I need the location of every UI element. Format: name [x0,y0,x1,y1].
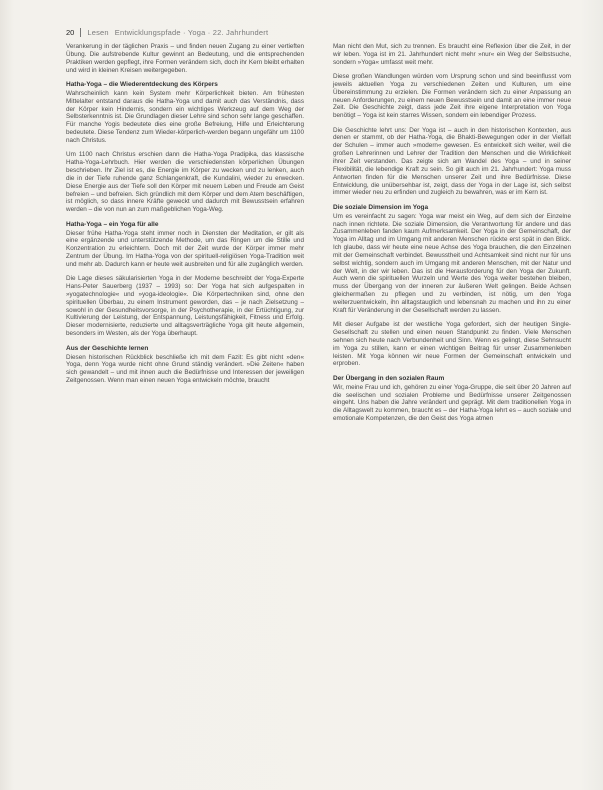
body-paragraph: Die Geschichte lehrt uns: Der Yoga ist – auch in den historischen Kontexten, aus denen er stammt, ob der Hatha-Yoga, die Bhakti-Bewegungen oder in der Vielfalt der Schulen – immer auch »modern« gewesen. Es entwickelt sich weiter, weil die großen Lehrerinnen und Lehrer der Tradition den Menschen und die Wirklichkeit ihrer Zeit verstanden. Das zeigte sich am Wandel des Yoga – und in seiner Flexibilität, die lebendige Kraft zu sein. So gilt auch im 21. Jahrhundert: Yoga muss Antworten finden für die Menschen unserer Zeit und ihre Bedürfnisse. Diese Entwicklung, die unübersehbar ist, zeigt, dass der Yoga in der Lage ist, sich selbst immer wieder neu zu erfinden und zugleich zu bewahren, was er im Kern ist. [333,126,571,197]
page-number: 20 [66,27,75,37]
body-paragraph: Um 1100 nach Christus erschien dann die Hatha-Yoga Pradipika, das klassische Hatha-Yoga-Lehrbuch. Hier werden die verschiedensten körperlichen Übungen beschrieben. Ihr Ziel ist es, die Energie im Körper zu wecken und zu lenken, auch die in der Tiefe ruhende ganz Schlangenkraft, die Kundalini, wieder zu erwecken. Diese Energie aus der Tiefe soll den Körper mit neuem Leben und Freude am Geist befreien – und befreien. Sich gründlich mit dem Körper und dem Atem beschäftigen, ist möglich, so dass innere Kräfte geweckt und dadurch mit Bewusstsein erfahren werden – die von nun an zum maßgeblichen Yoga-Weg. [66,151,304,214]
body-paragraph: Dieser frühe Hatha-Yoga steht immer noch in Diensten der Meditation, er gilt als eine ergänzende und unterstützende Methode, um das Ringen um die Stille und Konzentration zu erleichtern. Doch mit der Zeit wurde der Körper immer mehr Zentrum der Übung. Im Hatha-Yoga von der spirituell-religiösen Yoga-Tradition weit und mehr ab. Dadurch kann er heute weit ausbreiten und für alle zugänglich werden. [66,229,304,268]
body-paragraph: Diese großen Wandlungen würden vom Ursprung schon und sind beeinflusst vom jeweils aktuellen Yoga zu verschiedenen Zeiten und Kulturen, um eine Übereinstimmung zu erzielen. Die Formen verändern sich zu einer Anpassung an neuen Anforderungen, zu einem neuen Bewusstsein und damit an eine immer neue Zeit. Die Geschichte zeigt, dass jede Zeit ihre eigene Interpretation von Yoga benötigt – Yoga ist kein starres Wissen, sondern ein lebendiger Prozess. [333,73,571,120]
running-header [66,26,268,38]
body-paragraph: Um es vereinfacht zu sagen: Yoga war meist ein Weg, auf dem sich der Einzelne nach innen richtete. Die soziale Dimension, die Verantwortung für andere und das Zusammenleben fanden kaum Aufmerksamkeit. Der Yoga in der Gemeinschaft, der Yoga im Alltag und im Umgang mit anderen Menschen rückte erst spät in den Blick. Ich glaube, dass wir heute eine neue Achse des Yoga brauchen, die den Einzelnen mit der Gemeinschaft verbindet. Bewusstheit und Achtsamkeit sind nicht nur für uns selbst wichtig, sondern auch im Umgang mit anderen Menschen, mit der Natur und der Welt, in der wir leben. Das ist die Herausforderung für den Yoga der Zukunft. Auch wenn die spirituellen Wurzeln und Werte des Yoga weiter bestehen bleiben, muss der Übergang von der inneren zur äußeren Welt gelingen. Beide Achsen gleichermaßen zu pflegen und zu verbinden, ist nötig, um den Yoga weiterzuentwickeln, ihn alltagstauglich und lebensnah zu machen und ihn zu einer Kraft für Veränderung in der Gesellschaft werden zu lassen. [333,212,571,314]
body-paragraph: Diesen historischen Rückblick beschließe ich mit dem Fazit: Es gibt nicht »den« Yoga, denn Yoga wurde nicht ohne Grund ständig verändert. »Die Zeiten« haben sich gewandelt – und mit ihnen auch die Bedürfnisse und Interessen der jeweiligen Zeitgenossen. Wenn man einen neuen Yoga entwickeln möchte, braucht [66,353,304,385]
body-paragraph: Die Lage dieses säkularisierten Yoga in der Moderne beschreibt der Yoga-Experte Hans-Peter Sauerberg (1937 – 1993) so: Der Yoga hat sich aufgespalten in »yogatechnologie« und »yoga-ideologie«. Die Körpertechniken sind, ohne den spirituellen Überbau, zu einem Instrument geworden, das – je nach Zielsetzung – sowohl in der Gesundheitsvorsorge, in der Psychotherapie, in der Ertüchtigung, zur Kultivierung der Leistung, der Entspannung, Leistungsfähigkeit, Fitness und Erfolg. Dieser modernisierte, reduzierte und alltagsverträgliche Yoga gilt heute allgemein, besonders im Westen, als der Yoga überhaupt. [66,275,304,338]
right-text-column [333,43,571,429]
section-heading: Der Übergang in den sozialen Raum [333,374,445,382]
body-paragraph: Mit dieser Aufgabe ist der westliche Yoga gefordert, sich der heutigen Single-Gesellschaft zu stellen und einen neuen Standpunkt zu finden. Viele Menschen sehnen sich heute nach Verbundenheit und Sinn. Wenn es gelingt, diese Sehnsucht im Yoga zu stillen, kann er einen wichtigen Beitrag für unser Zusammenleben leisten. Mit Yoga können wir neue Formen der Gemeinschaft entwickeln und erproben. [333,321,571,368]
header-divider [80,28,81,37]
section-heading: Hatha-Yoga – ein Yoga für alle [66,220,159,228]
section-heading: Hatha-Yoga – die Wiederentdeckung des Körpers [66,80,218,88]
body-paragraph: Wir, meine Frau und ich, gehören zu einer Yoga-Gruppe, die seit über 20 Jahren auf die seelischen und sozialen Probleme und Bedürfnisse unserer Zeitgenossen eingeht. Uns haben die Jahre verändert und geprägt. Mit dem traditionellen Yoga in die Alltagswelt zu kommen, braucht es – der Hatha-Yoga lehrt es – auch soziale und emotionale Kompetenzen, die den Geist des Yoga atmen [333,383,571,423]
body-paragraph: Wahrscheinlich kann kein System mehr Körperlichkeit bieten. Am frühesten Mittelalter entstand daraus die Hatha-Yoga und damit auch das Verständnis, dass der Körper kein Hindernis, sondern ein wichtiges Werkzeug auf dem Weg der Selbsterkenntnis ist. Die Grundlagen dieser Lehre sind schon sehr lange geschaffen. Für manche Yogis bedeutete dies eine große Befreiung, Hilfe und Erleichterung bedeutete. Diese Tendenz zum Wieder-körperlich-werden begann ungefähr um 1100 nach Christus. [66,89,304,144]
section-heading: Die soziale Dimension im Yoga [333,203,429,211]
section-heading: Aus der Geschichte lernen [66,344,149,352]
section-title: Lesen [87,27,109,37]
header-subtitle: Entwicklungspfade · Yoga · 22. Jahrhundert [114,27,269,37]
body-paragraph: Verankerung in der täglichen Praxis – und finden neuen Zugang zu einer vertieften Übung. Die aufstrebende Kultur gewinnt an Bedeutung, und die entsprechenden Praktiken werden gepflegt, ihre Formen verändern sich, doch ihr Kern bleibt erhalten und wird in kleinen Kreisen weitergegeben. [66,43,304,74]
left-text-column [66,43,304,391]
body-paragraph: Man nicht den Mut, sich zu trennen. Es braucht eine Reflexion über die Zeit, in der wir leben. Yoga ist im 21. Jahrhundert nicht mehr »nur« ein Weg der Selbstsuche, sondern »Yoga« umfasst weit mehr. [333,43,571,66]
